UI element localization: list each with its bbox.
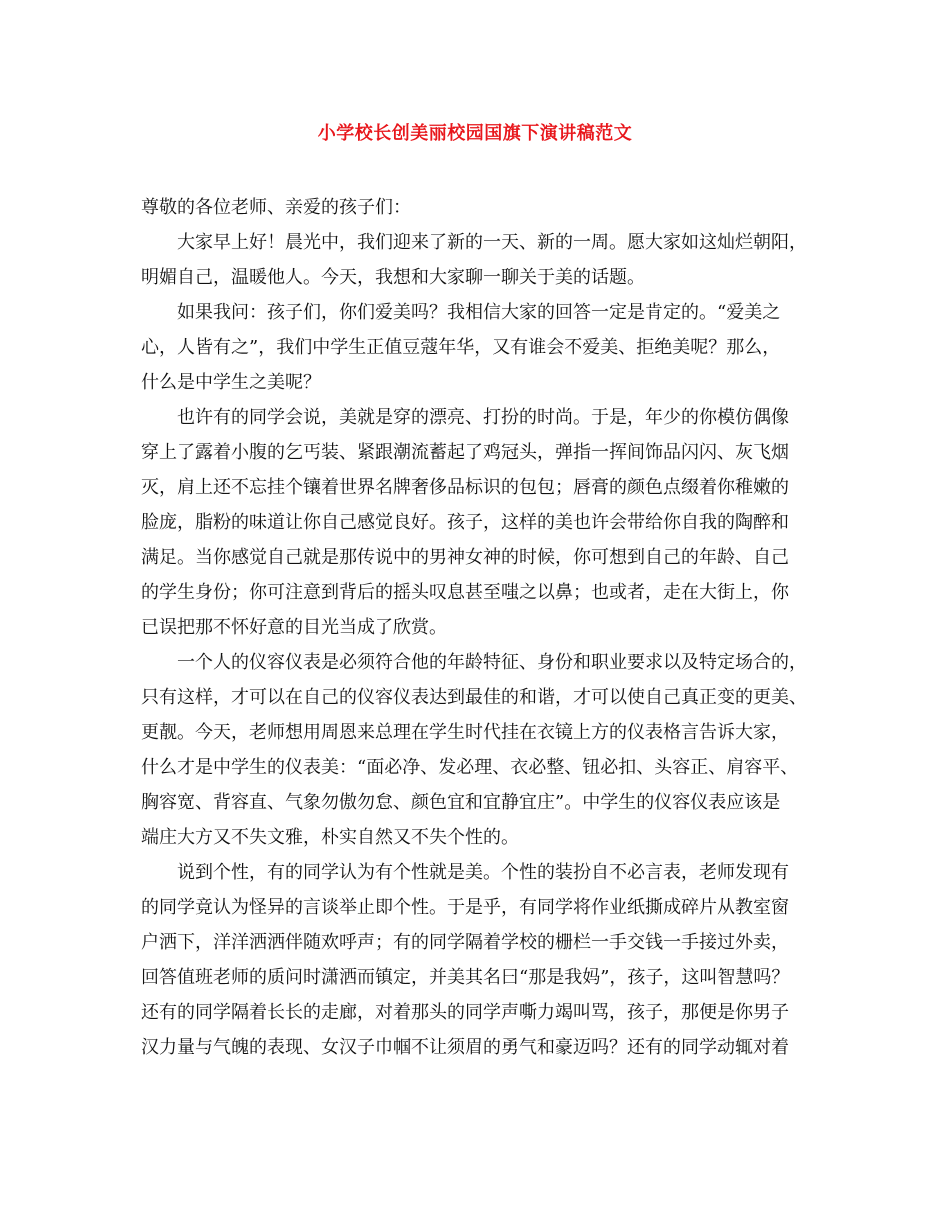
body-line: 只有这样，才可以在自己的仪容仪表达到最佳的和谐，才可以使自己真正变的更美、	[141, 687, 807, 708]
body-line: 已误把那不怀好意的目光当成了欣赏。	[141, 617, 447, 638]
body-line: 说到个性，有的同学认为有个性就是美。个性的装扮自不必言表，老师发现有	[177, 862, 789, 883]
body-line: 明媚自己，温暖他人。今天，我想和大家聊一聊关于美的话题。	[141, 267, 645, 288]
body-line: 还有的同学隔着长长的走廊，对着那头的同学声嘶力竭叫骂，孩子，那便是你男子	[141, 1002, 789, 1023]
document-body	[141, 190, 825, 1065]
body-line: 满足。当你感觉自己就是那传说中的男神女神的时候，你可想到自己的年龄、自己	[141, 547, 789, 568]
body-line: 灭，肩上还不忘挂个镶着世界名牌奢侈品标识的包包；唇膏的颜色点缀着你稚嫩的	[141, 477, 789, 498]
body-line: 脸庞，脂粉的味道让你自己感觉良好。孩子，这样的美也许会带给你自我的陶醉和	[141, 512, 789, 533]
body-line: 端庄大方又不失文雅，朴实自然又不失个性的。	[141, 827, 519, 848]
body-line: 胸容宽、背容直、气象勿傲勿怠、颜色宜和宜静宜庄”。中学生的仪容仪表应该是	[141, 792, 781, 813]
body-line: 尊敬的各位老师、亲爱的孩子们：	[141, 197, 411, 218]
body-line: 大家早上好！晨光中，我们迎来了新的一天、新的一周。愿大家如这灿烂朝阳，	[177, 232, 807, 253]
body-line: 户洒下，洋洋洒洒伴随欢呼声；有的同学隔着学校的栅栏一手交钱一手接过外卖，	[141, 932, 789, 953]
body-line: 的同学竟认为怪异的言谈举止即个性。于是乎，有同学将作业纸撕成碎片从教室窗	[141, 897, 789, 918]
body-line: 一个人的仪容仪表是必须符合他的年龄特征、身份和职业要求以及特定场合的，	[177, 652, 807, 673]
document-title: 小学校长创美丽校园国旗下演讲稿范文	[317, 123, 633, 144]
body-line: 汉力量与气魄的表现、女汉子巾帼不让须眉的勇气和豪迈吗？还有的同学动辄对着	[141, 1037, 789, 1058]
body-line: 的学生身份；你可注意到背后的摇头叹息甚至嗤之以鼻；也或者，走在大街上，你	[141, 582, 789, 603]
body-line: 什么是中学生之美呢？	[141, 372, 321, 393]
body-line: 回答值班老师的质问时潇洒而镇定，并美其名曰“那是我妈”，孩子，这叫智慧吗？	[141, 967, 790, 988]
body-line: 也许有的同学会说，美就是穿的漂亮、打扮的时尚。于是，年少的你模仿偶像	[177, 407, 789, 428]
body-line: 什么才是中学生的仪表美：“面必净、发必理、衣必整、钮必扣、头容正、肩容平、	[141, 757, 799, 778]
body-line: 更靓。今天，老师想用周恩来总理在学生时代挂在衣镜上方的仪表格言告诉大家，	[141, 722, 789, 743]
body-line: 如果我问：孩子们，你们爱美吗？我相信大家的回答一定是肯定的。“爱美之	[177, 302, 781, 323]
body-line: 心，人皆有之”，我们中学生正值豆蔻年华，又有谁会不爱美、拒绝美呢？那么，	[141, 337, 781, 358]
body-line: 穿上了露着小腹的乞丐装、紧跟潮流蓄起了鸡冠头，弹指一挥间饰品闪闪、灰飞烟	[141, 442, 789, 463]
